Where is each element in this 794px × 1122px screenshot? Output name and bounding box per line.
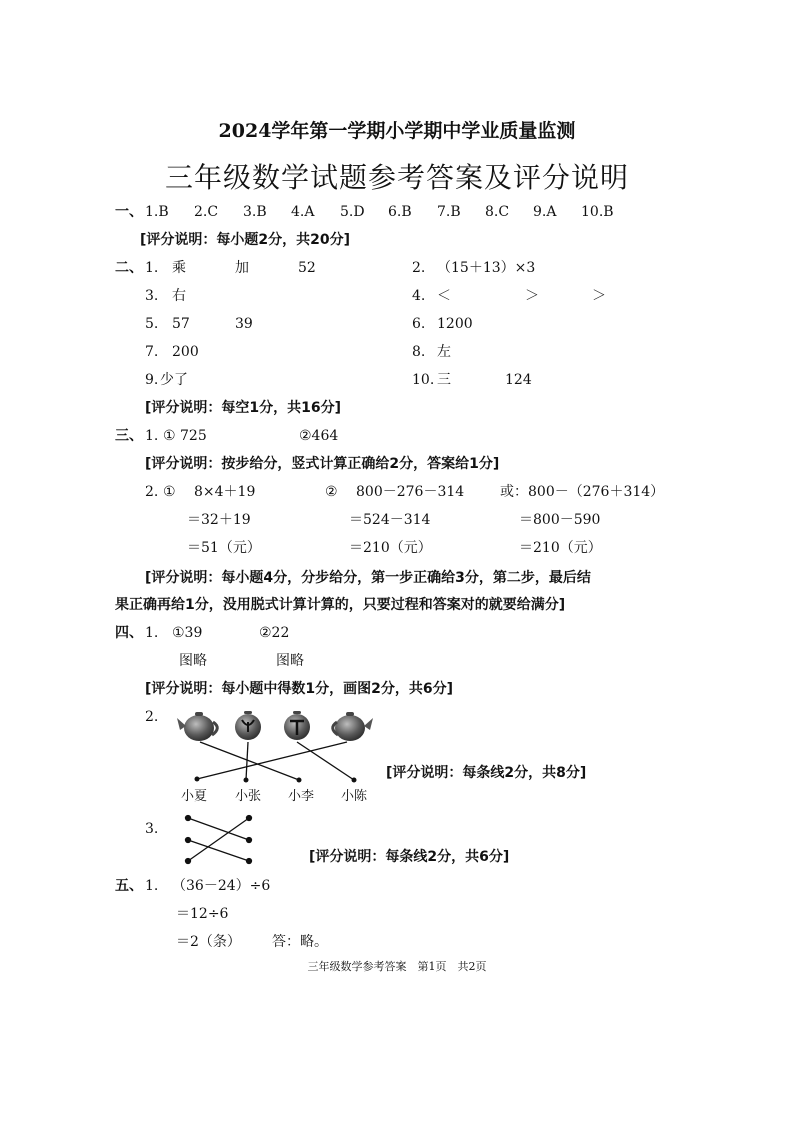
answer-blank: 39 (235, 316, 253, 332)
answer-10: 10.B (581, 204, 614, 220)
item-number: 1. (145, 260, 159, 276)
grading-note: 果正确再给1分，没用脱式计算计算的，只要过程和答案对的就要给满分] (115, 597, 566, 613)
item-number: 2. (145, 484, 159, 500)
item-number: 4. (412, 288, 426, 304)
answer-blank: 57 (172, 316, 190, 332)
grading-note: [评分说明：每小题2分，共20分] (140, 232, 351, 248)
calc-step: ＝2（条） (176, 934, 241, 950)
answer-blank: （15＋13）×3 (437, 260, 536, 276)
answer-blank: 200 (172, 344, 199, 360)
answer-blank: 加 (235, 260, 249, 276)
answer-5: 5.D (340, 204, 365, 220)
section2-label: 二、 (115, 260, 143, 276)
answer-blank: 1200 (437, 316, 473, 332)
name-label: 小李 (288, 789, 315, 804)
name-label: 小陈 (341, 789, 368, 804)
answer-8: 8.C (485, 204, 510, 220)
item-number: 6. (412, 316, 426, 332)
answer-3: 3.B (243, 204, 267, 220)
calc-step: ＝800－590 (519, 512, 601, 528)
grading-note: [评分说明：每条线2分，共6分] (309, 849, 510, 865)
item-number: 2. (412, 260, 426, 276)
teapot-side-view-1 (177, 712, 217, 741)
calc-step: ＝210（元） (349, 540, 432, 556)
calc-step: ＝32＋19 (187, 512, 251, 528)
answer-value: ① 725 (163, 428, 207, 444)
item-number: 3. (145, 821, 159, 837)
section5-label: 五、 (115, 878, 143, 894)
page-title: 三年级数学试题参考答案及评分说明 (164, 161, 629, 194)
item-number: 10. (412, 372, 435, 388)
section3-label: 三、 (115, 428, 143, 444)
answer-blank: ＞ (592, 288, 606, 304)
teapot-top-view (235, 711, 261, 740)
figure-omitted: 图略 (276, 653, 304, 669)
item-number: 9. (145, 372, 159, 388)
answer-1: 1.B (145, 204, 169, 220)
item-number: 3. (145, 288, 159, 304)
answer-blank: 少了 (160, 372, 188, 388)
answer-value: ②22 (259, 625, 290, 641)
section1-label: 一、 (115, 204, 143, 220)
calc-step: 或：800－（276＋314） (500, 484, 665, 500)
answer-blank: ＞ (525, 288, 539, 304)
answer-blank: 124 (505, 372, 532, 388)
answer-value: ①39 (172, 625, 203, 641)
name-label: 小张 (235, 789, 262, 804)
calc-step: ＝12÷6 (176, 906, 229, 922)
grading-note: [评分说明：每空1分，共16分] (145, 400, 342, 416)
answer-blank: 三 (437, 372, 451, 388)
teapot-side-view-2 (333, 712, 373, 741)
item-number: 2. (145, 709, 159, 725)
answer-4: 4.A (291, 204, 315, 220)
teapot-front-view (284, 711, 310, 740)
name-label: 小夏 (181, 789, 208, 804)
calc-step: ＝210（元） (519, 540, 602, 556)
calc-step: ① 8×4＋19 (163, 484, 256, 500)
section4-label: 四、 (115, 625, 143, 641)
answer-9: 9.A (533, 204, 557, 220)
calc-step: （36－24）÷6 (172, 878, 271, 894)
page-footer: 三年级数学参考答案 第1页 共2页 (307, 960, 487, 973)
answer-value: ②464 (299, 428, 339, 444)
item-number: 1. (145, 625, 159, 641)
answer-6: 6.B (388, 204, 412, 220)
answer-blank: 右 (172, 288, 186, 304)
answer-text: 答：略。 (272, 934, 328, 950)
answer-blank: ＜ (437, 288, 451, 304)
answer-7: 7.B (437, 204, 461, 220)
calc-step: ＝51（元） (187, 540, 261, 556)
item-number: 5. (145, 316, 159, 332)
item-number: 1. (145, 878, 159, 894)
calc-step: ＝524－314 (349, 512, 431, 528)
answer-blank: 左 (437, 344, 451, 360)
item-number: 1. (145, 428, 159, 444)
exam-title: 2024学年第一学期小学期中学业质量监测 (218, 120, 576, 142)
grading-note: [评分说明：每条线2分，共8分] (386, 765, 587, 781)
q3-matching-lines (186, 816, 252, 864)
answer-2: 2.C (194, 204, 219, 220)
grading-note: [评分说明：按步给分，竖式计算正确给2分，答案给1分] (145, 456, 500, 472)
grading-note: [评分说明：每小题4分，分步给分，第一步正确给3分，第二步，最后结 (145, 570, 591, 586)
figure-omitted: 图略 (179, 653, 207, 669)
answer-blank: 乘 (172, 260, 186, 276)
item-number: 8. (412, 344, 426, 360)
item-number: 7. (145, 344, 159, 360)
grading-note: [评分说明：每小题中得数1分，画图2分，共6分] (145, 681, 454, 697)
calc-step: ② 800－276－314 (325, 484, 465, 500)
answer-blank: 52 (298, 260, 316, 276)
